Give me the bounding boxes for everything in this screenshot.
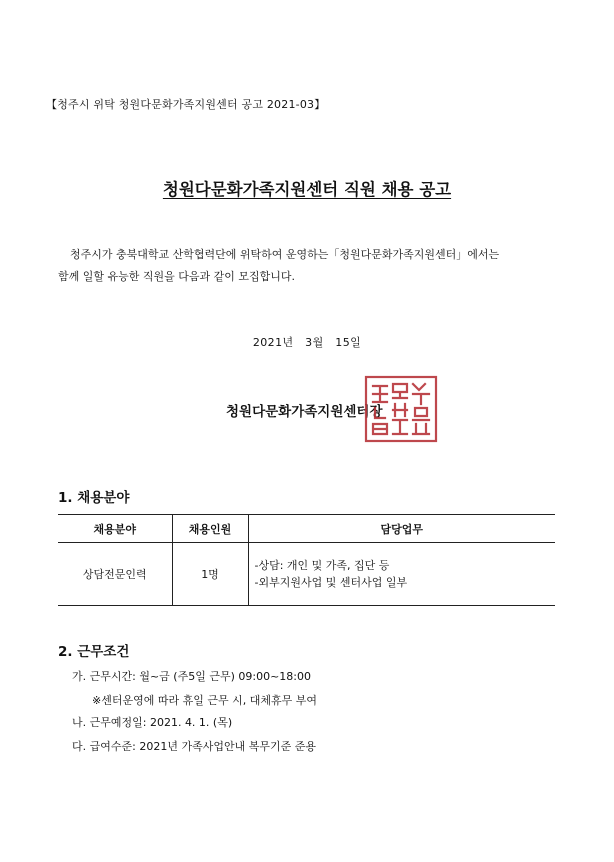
seal-glyphs-middle <box>393 384 407 434</box>
page-title: 청원다문화가족지원센터 직원 채용 공고 <box>162 180 452 199</box>
cell-count: 1명 <box>172 543 248 606</box>
intro-line-2: 함께 일할 유능한 직원을 다음과 같이 모집합니다. <box>58 270 295 283</box>
condition-note: ※센터운영에 따라 휴일 근무 시, 대체휴무 부여 <box>92 694 317 707</box>
table-header-row <box>58 515 555 543</box>
cell-duties <box>248 543 555 606</box>
intro-paragraph <box>58 244 558 288</box>
cell-field: 상담전문인력 <box>58 543 172 606</box>
condition-start-date: 나. 근무예정일: 2021. 4. 1. (목) <box>72 716 233 729</box>
duty-item: -외부지원사업 및 센터사업 일부 <box>254 576 408 589</box>
seal-glyphs-left <box>373 386 387 434</box>
header-count: 채용인원 <box>172 515 248 543</box>
organization-name: 청원다문화가족지원센터장 <box>226 404 383 420</box>
table-row <box>58 543 555 606</box>
seal-glyphs-right <box>413 384 429 434</box>
intro-line-1: 청주시가 충북대학교 산학협력단에 위탁하여 운영하는「청원다문화가족지원센터」에서는 <box>70 248 500 261</box>
header-field: 채용분야 <box>58 515 172 543</box>
condition-salary: 다. 급여수준: 2021년 가족사업안내 복무기준 준용 <box>72 740 316 753</box>
notice-date: 2021년 3월 15일 <box>252 336 362 349</box>
section-heading-work-conditions: 2. 근무조건 <box>58 644 130 660</box>
condition-hours: 가. 근무시간: 월~금 (주5일 근무) 09:00~18:00 <box>72 670 311 683</box>
official-seal <box>363 374 439 444</box>
duty-item: -상담: 개인 및 가족, 집단 등 <box>254 559 390 572</box>
section-heading-recruitment-field: 1. 채용분야 <box>58 490 130 506</box>
notice-number: 【청주시 위탁 청원다문화가족지원센터 공고 2021-03】 <box>46 98 326 111</box>
header-duties: 담당업무 <box>248 515 555 543</box>
recruitment-table <box>58 514 555 606</box>
